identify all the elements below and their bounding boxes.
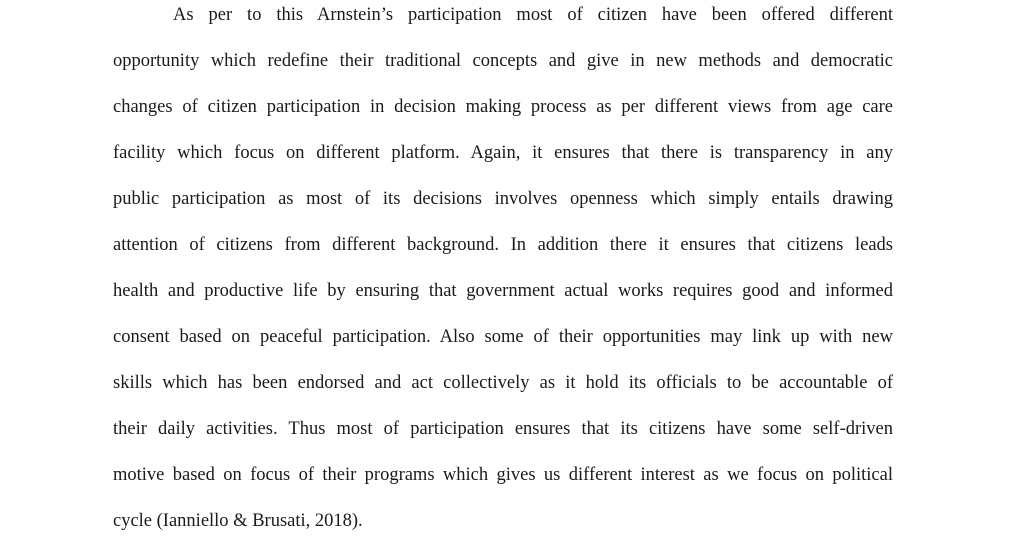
paragraph-line-6: attention of citizens from different background. In addition there it ensures that citizens leads: [113, 235, 893, 255]
paragraph-line-12: cycle (Ianniello & Brusati, 2018).: [113, 511, 363, 531]
paragraph-line-1: As per to this Arnstein’s participation most of citizen have been offered different: [173, 5, 893, 25]
paragraph-line-3: changes of citizen participation in decision making process as per different views from age care: [113, 97, 893, 117]
paragraph-line-5: public participation as most of its decisions involves openness which simply entails drawing: [113, 189, 893, 209]
paragraph-line-9: skills which has been endorsed and act collectively as it hold its officials to be accountable of: [113, 373, 893, 393]
paragraph-line-8: consent based on peaceful participation. Also some of their opportunities may link up with new: [113, 327, 893, 347]
paragraph-line-10: their daily activities. Thus most of participation ensures that its citizens have some self-driven: [113, 419, 893, 439]
paragraph-line-7: health and productive life by ensuring that government actual works requires good and informed: [113, 281, 893, 301]
paragraph-line-11: motive based on focus of their programs which gives us different interest as we focus on political: [113, 465, 893, 485]
paragraph-line-4: facility which focus on different platform. Again, it ensures that there is transparency in any: [113, 143, 893, 163]
paragraph-line-2: opportunity which redefine their traditional concepts and give in new methods and democratic: [113, 51, 893, 71]
